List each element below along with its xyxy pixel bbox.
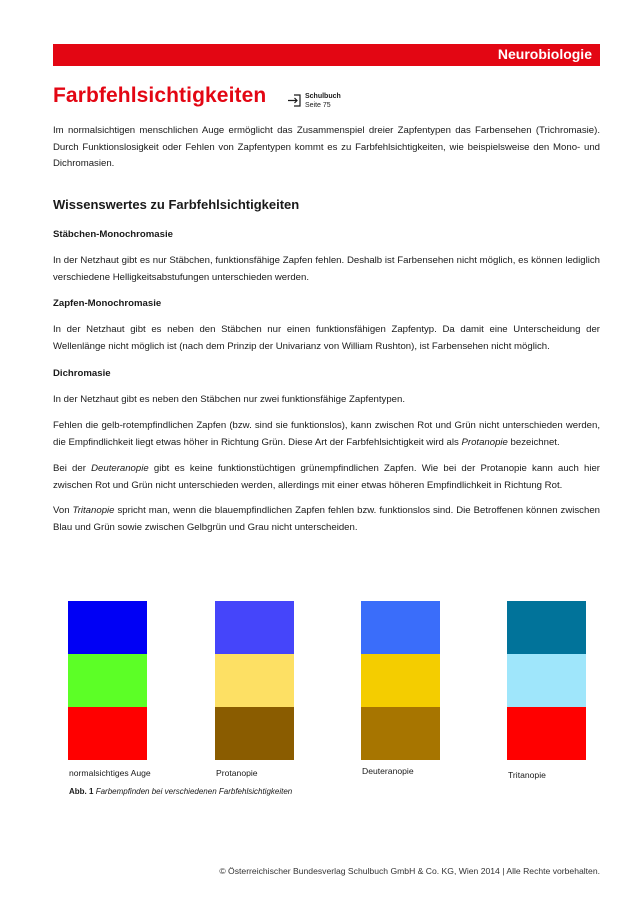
figure-caption-text: Farbempfinden bei verschiedenen Farbfehlsichtigkeiten <box>95 787 293 796</box>
dichromasie-p1: In der Netzhaut gibt es neben den Stäbchen nur zwei funktionsfähige Zapfentypen. <box>53 394 406 405</box>
reference-label: Schulbuch <box>305 93 341 100</box>
figure-label: Abb. 1 <box>69 787 94 796</box>
staebchen-heading: Stäbchen-Monochromasie <box>53 229 173 240</box>
color-swatch <box>215 707 294 760</box>
reference-page: Seite 75 <box>305 102 331 109</box>
tritanopie-term: Tritanopie <box>72 505 115 516</box>
protanopie-paragraph: Fehlen die gelb-rotempfindlichen Zapfen (bzw. sind sie funktionslos), kann zwischen Rot und Grün nicht unterschieden werden, die Empfindlichkeit liegt etwas höher in Richtung Grün. Diese Art der Farbfehlsichtigkeit wird als Protanopie bezeichnet. <box>53 420 600 448</box>
color-swatch <box>507 707 586 760</box>
intro-paragraph: Im normalsichtigen menschlichen Auge ermöglicht das Zusammenspiel dreier Zapfentypen das Farbensehen (Trichromasie). Durch Funktionslosigkeit oder Fehlen von Zapfentypen kommt es zu Farbfehlsichtigkeiten, wie beispielsweise den Mono- und Dichromasien. <box>53 125 600 169</box>
zapfen-heading: Zapfen-Monochromasie <box>53 298 162 309</box>
section-label: Neurobiologie <box>497 46 592 62</box>
staebchen-text: In der Netzhaut gibt es nur Stäbchen, funktionsfähige Zapfen fehlen. Deshalb ist Farbensehen nicht möglich, es können lediglich verschiedene Helligkeitsabstufungen unterschieden werden. <box>53 255 600 283</box>
color-swatch <box>68 654 147 707</box>
color-swatch <box>361 601 440 654</box>
deuteranopie-paragraph: Bei der Deuteranopie gibt es keine funktionstüchtigen grünempfindlichen Zapfen. Wie bei der Protanopie kann auch hier zwischen Rot und Grün nicht unterschieden werden, allerdings mit einer etwas höheren Empfindlichkeit in Richtung Rot. <box>53 463 600 491</box>
figure-caption <box>69 787 292 796</box>
color-swatch <box>68 601 147 654</box>
section-heading: Wissenswertes zu Farbfehlsichtigkeiten <box>53 197 300 212</box>
page-title: Farbfehlsichtigkeiten <box>53 84 267 107</box>
color-swatch <box>507 654 586 707</box>
dichromasie-heading: Dichromasie <box>53 368 111 379</box>
color-swatch <box>215 654 294 707</box>
protanopie-term: Protanopie <box>461 436 508 448</box>
arrow-into-box-icon <box>287 94 302 107</box>
figure-caption-protanopie: Protanopie <box>216 768 258 778</box>
figure-caption-deuteranopie: Deuteranopie <box>362 766 414 776</box>
color-swatch <box>361 654 440 707</box>
copyright-footer: © Österreichischer Bundesverlag Schulbuch GmbH & Co. KG, Wien 2014 | Alle Rechte vorbehalten. <box>219 866 600 876</box>
zapfen-text: In der Netzhaut gibt es neben den Stäbchen nur einen funktionsfähigen Zapfentyp. Da damit eine Unterscheidung der Wellenlänge nicht möglich ist (nach dem Prinzip der Univarianz von William Rushton), ist Farbensehen nicht möglich. <box>53 324 600 352</box>
color-swatch <box>507 601 586 654</box>
figure-caption-normal: normalsichtiges Auge <box>69 768 151 778</box>
tritanopie-paragraph: Von Tritanopie spricht man, wenn die blauempfindlichen Zapfen fehlen bzw. funktionslos sind. Die Betroffenen können zwischen Blau und Grün sowie zwischen Gelbgrün und Grau nicht unterscheiden. <box>53 505 600 533</box>
deuteranopie-term: Deuteranopie <box>91 463 149 474</box>
color-swatch <box>215 601 294 654</box>
color-swatch <box>68 707 147 760</box>
figure-caption-tritanopie: Tritanopie <box>508 770 546 780</box>
header-bar <box>53 44 600 66</box>
color-swatch <box>361 707 440 760</box>
